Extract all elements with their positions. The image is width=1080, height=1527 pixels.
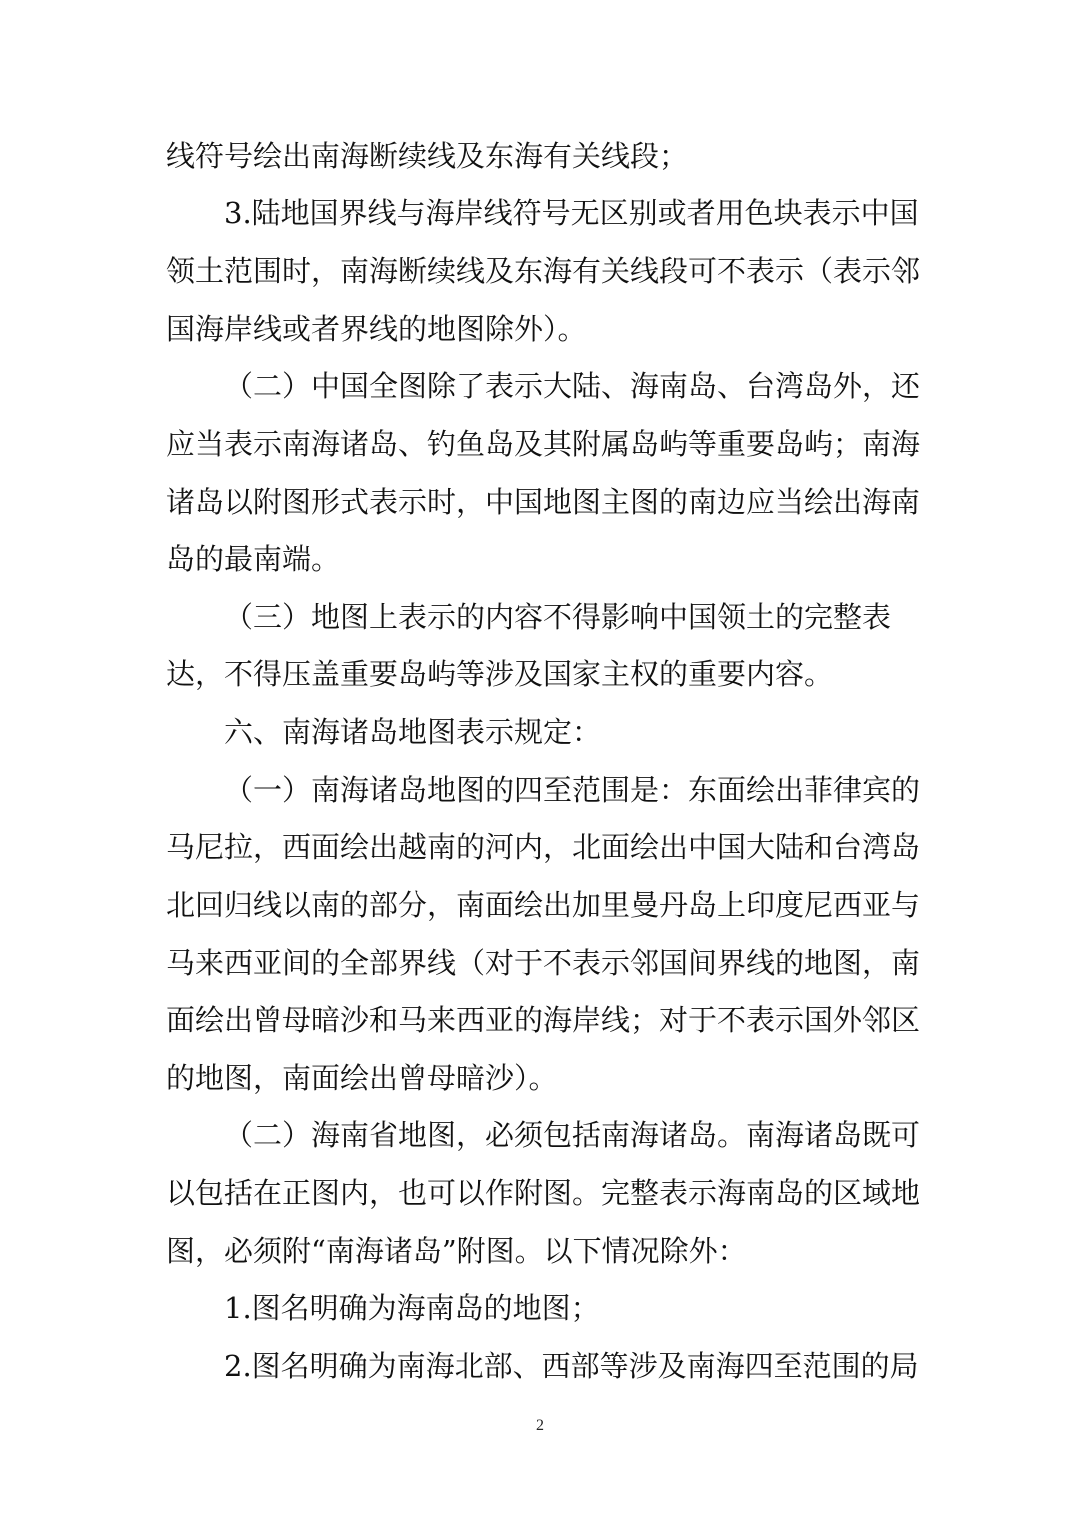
text-line-9: （三）地图上表示的内容不得影响中国领土的完整表 [224, 600, 892, 634]
text-line-10: 达，不得压盖重要岛屿等涉及国家主权的重要内容。 [166, 657, 834, 691]
page-number: 2 [536, 1417, 544, 1434]
text-line-21: 1.图名明确为海南岛的地图； [224, 1291, 600, 1325]
text-line-13: 马尼拉，西面绘出越南的河内，北面绘出中国大陆和台湾岛 [166, 830, 921, 864]
text-line-7: 诸岛以附图形式表示时，中国地图主图的南边应当绘出海南 [166, 485, 921, 519]
text-line-4: 国海岸线或者界线的地图除外）。 [166, 312, 587, 346]
text-line-18: （二）海南省地图，必须包括南海诸岛。南海诸岛既可 [224, 1118, 921, 1152]
text-line-22: 2.图名明确为南海北部、西部等涉及南海四至范围的局 [224, 1349, 919, 1383]
text-line-12: （一）南海诸岛地图的四至范围是：东面绘出菲律宾的 [224, 773, 921, 807]
section-heading-six: 六、南海诸岛地图表示规定： [224, 715, 602, 749]
text-line-16: 面绘出曾母暗沙和马来西亚的海岸线；对于不表示国外邻区 [166, 1003, 921, 1037]
text-line-8: 岛的最南端。 [166, 542, 341, 576]
text-line-14: 北回归线以南的部分，南面绘出加里曼丹岛上印度尼西亚与 [166, 888, 921, 922]
text-line-6: 应当表示南海诸岛、钓鱼岛及其附属岛屿等重要岛屿；南海 [166, 427, 921, 461]
text-line-19: 以包括在正图内，也可以作附图。完整表示海南岛的区域地 [166, 1176, 921, 1210]
text-line-3: 领土范围时，南海断续线及东海有关线段可不表示（表示邻 [166, 254, 921, 288]
text-line-2: 3.陆地国界线与海岸线符号无区别或者用色块表示中国 [224, 196, 919, 230]
text-line-15: 马来西亚间的全部界线（对于不表示邻国间界线的地图，南 [166, 946, 921, 980]
text-line-17: 的地图，南面绘出曾母暗沙）。 [166, 1061, 558, 1095]
text-line-20: 图，必须附“南海诸岛”附图。以下情况除外： [166, 1234, 747, 1268]
text-line-1: 线符号绘出南海断续线及东海有关线段； [166, 139, 689, 173]
text-line-5: （二）中国全图除了表示大陆、海南岛、台湾岛外，还 [224, 369, 921, 403]
